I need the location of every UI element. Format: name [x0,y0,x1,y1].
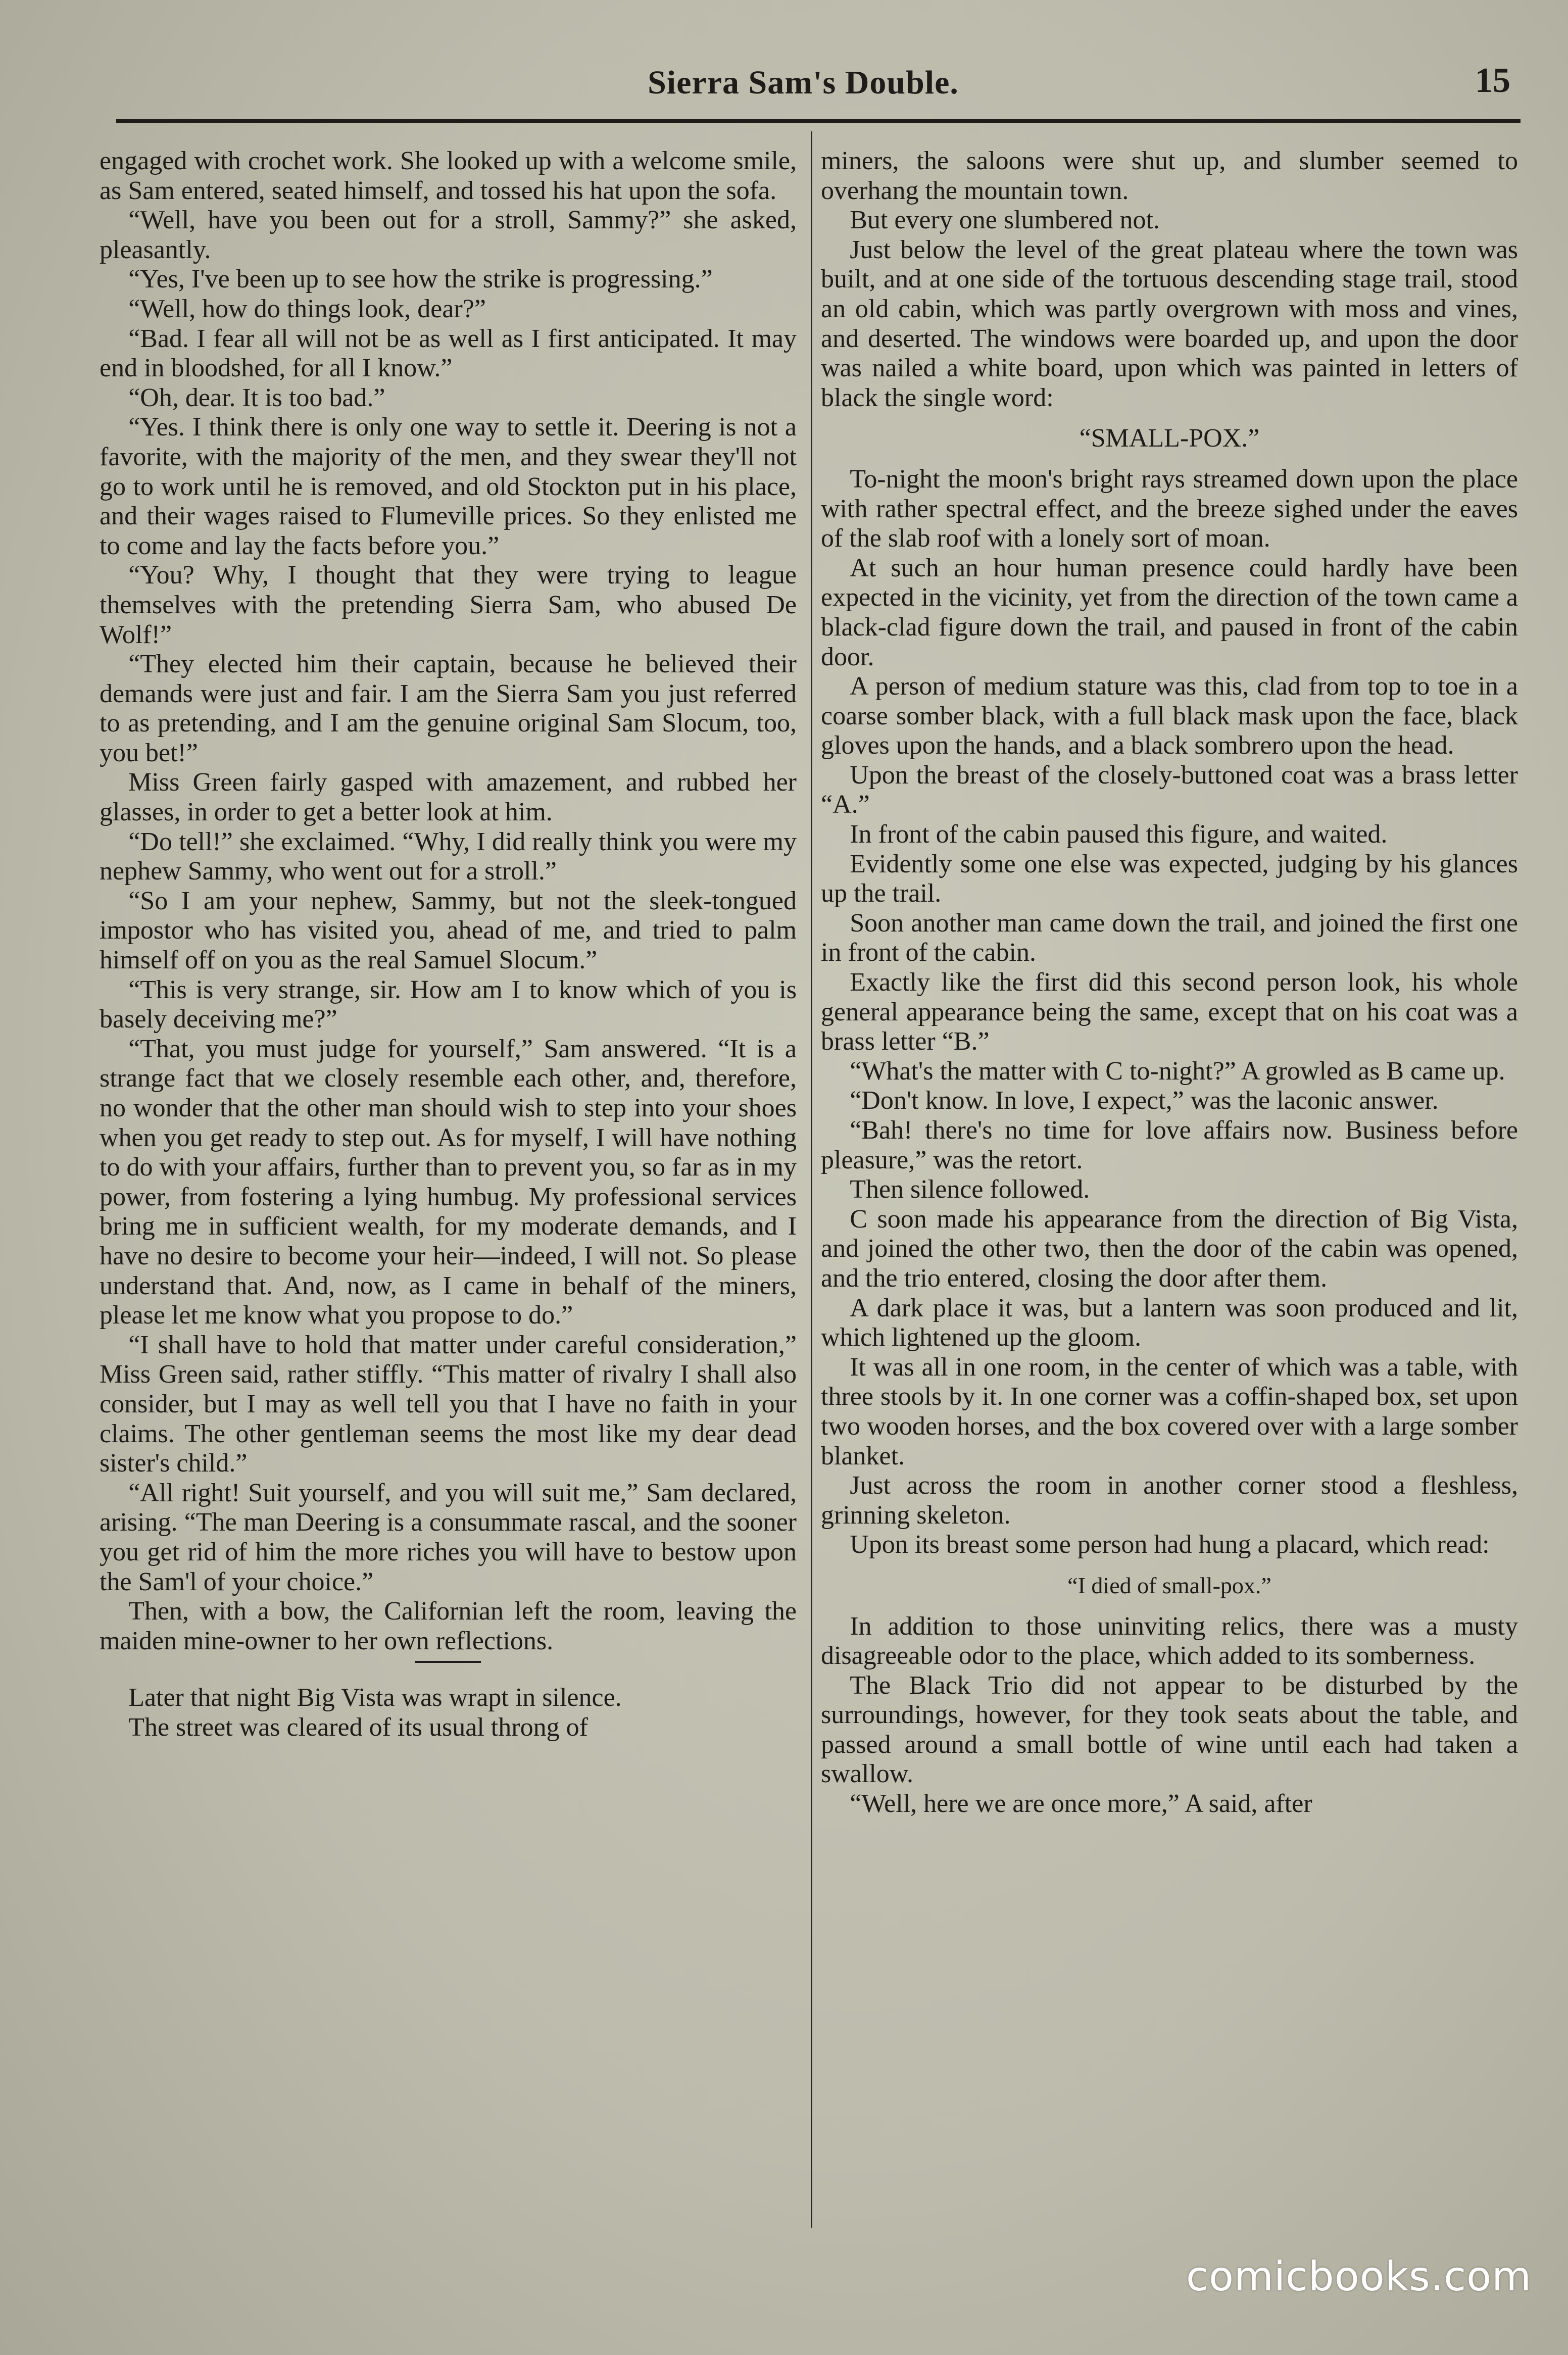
paragraph: Then silence followed. [850,1175,1090,1204]
paragraph: Later that night Big Vista was wrapt in silence. [128,1683,622,1712]
section-break-rule [415,1661,481,1663]
sign-text: “SMALL-POX.” [1079,424,1260,453]
paragraph: “Oh, dear. It is too bad.” [128,383,385,412]
paragraph: “Well, have you been out for a stroll, Sammy?” she asked, pleasantly. [100,206,797,264]
paragraph: The Black Trio did not appear to be disturbed by the surroundings, however, for they took seats about the table, and passed around a small bottle of wine until each had taken a swallow. [821,1671,1518,1789]
paragraph: “Yes, I've been up to see how the strike is progressing.” [128,265,713,294]
paragraph: Miss Green fairly gasped with amazement, and rubbed her glasses, in order to get a better look at him. [100,768,797,827]
paragraph: “So I am your nephew, Sammy, but not the sleek-tongued impostor who has visited you, ahead of me, and tried to palm himself off on you as the real Samuel Slocum.” [100,886,797,975]
left-column [100,146,797,2228]
placard-text: “I died of small-pox.” [1067,1572,1271,1598]
paragraph: Upon its breast some person had hung a placard, which read: [850,1530,1490,1559]
paragraph: “Well, how do things look, dear?” [128,294,486,323]
paragraph: “That, you must judge for yourself,” Sam answered. “It is a strange fact that we closely resemble each other, and, therefore, no wonder that the other man should wish to step into your shoes when you get ready to step out. As for myself, I will have nothing to do with your affairs, further than to prevent you, so far as in my power, from fostering a lying humbug. My professional services bring me in sufficient wealth, for my moderate demands, and I have no desire to become your heir—indeed, I will not. So please understand that. And, now, as I came in behalf of the miners, please let me know what you propose to do.” [100,1034,797,1330]
paragraph: It was all in one room, in the center of which was a table, with three stools by it. In one corner was a coffin-shaped box, set upon two wooden horses, and the box covered over with a large somber blanket. [821,1352,1518,1470]
paragraph: Just below the level of the great plateau where the town was built, and at one side of the tortuous descending stage trail, stood an old cabin, which was partly overgrown with moss and vines, and deserted. The windows were boarded up, and upon the door was nailed a white board, upon which was painted in letters of black the single word: [821,235,1518,412]
paragraph: But every one slumbered not. [850,206,1160,235]
paragraph: To-night the moon's bright rays streamed down upon the place with rather spectral effect, and the breeze sighed under the eaves of the slab roof with a lonely sort of moan. [821,464,1518,553]
page-number: 15 [1475,61,1510,100]
paragraph: Soon another man came down the trail, and joined the first one in front of the cabin. [821,908,1518,967]
paragraph: “I shall have to hold that matter under careful consideration,” Miss Green said, rather stiffly. “This matter of rivalry I shall also consider, but I may as well tell you that I have no faith in your claims. The other gentleman seems the most like my dear dead sister's child.” [100,1330,797,1478]
paragraph: “You? Why, I thought that they were trying to league themselves with the pretending Sierra Sam, who abused De Wolf!” [100,561,797,649]
paragraph: A dark place it was, but a lantern was soon produced and lit, which lightened up the gloom. [821,1293,1518,1352]
paragraph: “What's the matter with C to-night?” A growled as B came up. [850,1056,1505,1086]
paragraph: Evidently some one else was expected, judging by his glances up the trail. [821,849,1518,908]
paragraph: “They elected him their captain, because he believed their demands were just and fair. I am the Sierra Sam you just referred to as pretending, and I am the genuine original Sam Slocum, too, you bet!” [100,650,797,767]
paragraph: “Do tell!” she exclaimed. “Why, I did really think you were my nephew Sammy, who went out for a stroll.” [100,827,797,886]
paragraph: “Bad. I fear all will not be as well as I first anticipated. It may end in bloodshed, for all I know.” [100,324,797,383]
paragraph: “This is very strange, sir. How am I to know which of you is basely deceiving me?” [100,975,797,1034]
paragraph: Upon the breast of the closely-buttoned coat was a brass letter “A.” [821,760,1518,819]
paragraph: “Yes. I think there is only one way to settle it. Deering is not a favorite, with the majority of the men, and they swear they'll not go to work until he is removed, and old Stockton put in his place, and their wages raised to Flumeville prices. So they enlisted me to come and lay the facts before you.” [100,413,797,560]
paragraph: Just across the room in another corner stood a fleshless, grinning skeleton. [821,1471,1518,1530]
paragraph: engaged with crochet work. She looked up with a welcome smile, as Sam entered, seated himself, and tossed his hat upon the sofa. [100,146,797,205]
paragraph: The street was cleared of its usual throng of [128,1712,588,1742]
paragraph: “Well, here we are once more,” A said, after [850,1789,1312,1819]
paragraph: A person of medium stature was this, clad from top to toe in a coarse somber black, with a full black mask upon the face, black gloves upon the hands, and a black sombrero upon the head. [821,672,1518,760]
paragraph: “Don't know. In love, I expect,” was the laconic answer. [850,1086,1439,1115]
paragraph: At such an hour human presence could hardly have been expected in the vicinity, yet from the direction of the town came a black-clad figure down the trail, and paused in front of the cabin door. [821,553,1518,671]
paragraph: “Bah! there's no time for love affairs now. Business before pleasure,” was the retort. [821,1116,1518,1174]
paragraph: In front of the cabin paused this figure, and waited. [850,820,1388,849]
column-divider [811,131,812,2228]
paragraph: “All right! Suit yourself, and you will suit me,” Sam declared, arising. “The man Deering is a consummate rascal, and the sooner you get rid of him the more riches you will have to bestow upon the Sam'l of your choice.” [100,1478,797,1596]
paragraph: Exactly like the first did this second person look, his whole general appearance being the same, except that on his coat was a brass letter “B.” [821,968,1518,1056]
paragraph: Then, with a bow, the Californian left the room, leaving the maiden mine-owner to her own reflections. [100,1597,797,1655]
paragraph: In addition to those uninviting relics, there was a musty disagreeable odor to the place, which added to its somberness. [821,1611,1518,1671]
paragraph: miners, the saloons were shut up, and slumber seemed to overhang the mountain town. [821,146,1518,205]
paragraph: C soon made his appearance from the direction of Big Vista, and joined the other two, then the door of the cabin was opened, and the trio entered, closing the door after them. [821,1204,1518,1293]
running-title: Sierra Sam's Double. [648,64,959,101]
watermark: comicbooks.com [1186,2253,1532,2300]
right-column [821,146,1518,2228]
header-rule [116,119,1521,123]
